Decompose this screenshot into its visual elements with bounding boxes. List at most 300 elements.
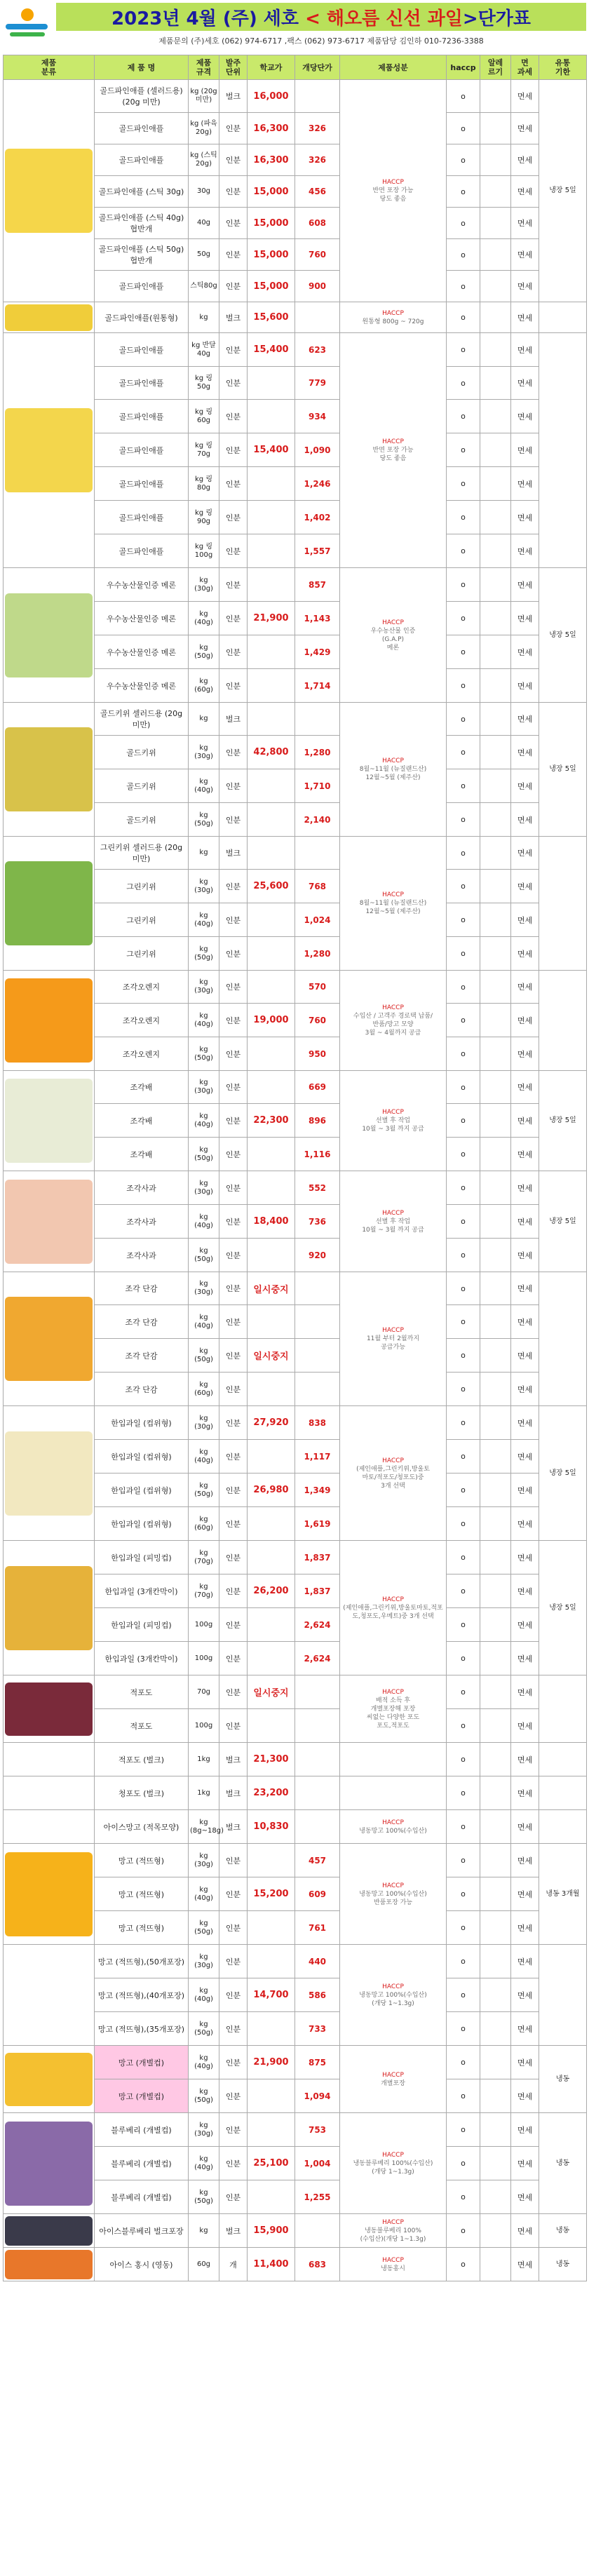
product-spec: 60g [189,2248,219,2281]
product-spec: kg 반달40g [189,333,219,367]
table-row [4,1810,587,1844]
school-price [248,1239,295,1272]
product-photo [5,2250,93,2279]
order-unit: 벌크 [219,1743,248,1776]
product-spec: kg 링 90g [189,501,219,534]
product-name: 골드파인애플 [95,433,189,467]
unit-price [295,1810,340,1844]
product-image [4,2046,95,2113]
product-name: 조각 단감 [95,1305,189,1339]
tax-type: 면세 [511,2012,539,2046]
school-price [248,2012,295,2046]
school-price [248,2180,295,2214]
haccp-mark: o [447,400,480,433]
unit-price: 457 [295,1844,340,1877]
tax-type: 면세 [511,870,539,903]
unit-price: 1,349 [295,1474,340,1507]
allergy-cell [480,1305,511,1339]
school-price: 일시중지 [248,1339,295,1373]
school-price [248,1440,295,1474]
info-text: 수입산 / 고객주 경로택 납품/ 반품/망고 모양 3월 ~ 4월까지 공급 [353,1013,433,1037]
tax-type: 면세 [511,467,539,501]
allergy-cell [480,2079,511,2113]
haccp-mark: o [447,433,480,467]
order-unit: 벌크 [219,302,248,333]
col-unit: 발주 단위 [219,55,248,80]
tax-type: 면세 [511,1474,539,1507]
info-text: 냉동망고 100%(수입산) 반품포장 가능 [359,1890,427,1906]
product-name: 적포도 (벌크) [95,1743,189,1776]
unit-price: 760 [295,239,340,271]
product-info [340,80,447,302]
unit-price: 669 [295,1071,340,1104]
shelf-life: 냉장 5일 [539,1406,587,1541]
order-unit: 인분 [219,568,248,602]
haccp-mark: o [447,271,480,302]
allergy-cell [480,1104,511,1138]
product-name: 우수농산물인증 메론 [95,635,189,669]
order-unit: 인분 [219,1642,248,1675]
haccp-note: HACCP [382,1209,404,1217]
unit-price: 1,402 [295,501,340,534]
allergy-cell [480,1004,511,1037]
allergy-cell [480,2180,511,2214]
tax-type: 면세 [511,703,539,736]
school-price [248,1071,295,1104]
product-spec: kg 링 50g [189,367,219,400]
tax-type: 면세 [511,1675,539,1709]
shelf-life [539,1272,587,1406]
haccp-mark: o [447,1877,480,1911]
info-text: 8월~11월 (뉴질랜드산) 12월~5월 (제주산) [359,766,427,781]
order-unit: 벌크 [219,2214,248,2248]
order-unit: 인분 [219,1272,248,1305]
product-info [340,837,447,971]
product-image [4,971,95,1071]
order-unit: 인분 [219,1978,248,2012]
product-name: 그린키위 [95,903,189,937]
product-spec: 50g [189,239,219,271]
haccp-mark: o [447,769,480,803]
product-spec: kg (30g) [189,568,219,602]
shelf-life [539,1675,587,1743]
product-name: 골드파인애플(원통형) [95,302,189,333]
info-text: 냉동망고 100%(수입산) (개당 1~1.3g) [359,1991,427,2007]
product-spec: kg (50g) [189,2079,219,2113]
unit-price: 1,710 [295,769,340,803]
haccp-mark: o [447,1239,480,1272]
product-spec: kg (50g) [189,1911,219,1945]
allergy-cell [480,2214,511,2248]
haccp-note: HACCP [382,179,404,186]
tax-type: 면세 [511,1642,539,1675]
school-price [248,971,295,1004]
unit-price: 1,004 [295,2147,340,2180]
allergy-cell [480,2147,511,2180]
table-row [4,971,587,1004]
product-spec: kg (60g) [189,669,219,703]
unit-price: 586 [295,1978,340,2012]
product-name: 골드파인애플 [95,333,189,367]
allergy-cell [480,602,511,635]
order-unit: 인분 [219,467,248,501]
tax-type: 면세 [511,1507,539,1541]
allergy-cell [480,1743,511,1776]
unit-price: 552 [295,1171,340,1205]
product-photo [5,1683,93,1736]
haccp-mark: o [447,1844,480,1877]
product-image [4,1945,95,2046]
school-price: 16,000 [248,80,295,113]
product-spec: kg 링 60g [189,400,219,433]
product-name: 골드파인애플 [95,367,189,400]
unit-price: 1,714 [295,669,340,703]
allergy-cell [480,769,511,803]
product-info [340,1071,447,1171]
haccp-mark: o [447,1574,480,1608]
allergy-cell [480,703,511,736]
product-image [4,837,95,971]
haccp-mark: o [447,176,480,208]
product-name: 조각 단감 [95,1373,189,1406]
order-unit: 인분 [219,870,248,903]
school-price: 15,900 [248,2214,295,2248]
shelf-life: 냉장 5일 [539,80,587,302]
school-price: 25,100 [248,2147,295,2180]
product-spec: kg (50g) [189,1037,219,1071]
product-spec: 100g [189,1709,219,1743]
col-name: 제 품 명 [95,55,189,80]
allergy-cell [480,803,511,837]
school-price: 일시중지 [248,1675,295,1709]
unit-price: 1,246 [295,467,340,501]
tax-type: 면세 [511,1440,539,1474]
haccp-note: HACCP [382,438,404,445]
unit-price: 2,624 [295,1642,340,1675]
product-info [340,1171,447,1272]
shelf-life: 냉장 5일 [539,1541,587,1675]
page-title: 2023년 4월 (주) 세호 < 해오름 신선 과일>단가표 [111,8,531,29]
school-price: 22,300 [248,1104,295,1138]
unit-price: 2,140 [295,803,340,837]
product-info [340,1675,447,1743]
unit-price: 1,090 [295,433,340,467]
haccp-mark: o [447,1305,480,1339]
allergy-cell [480,176,511,208]
unit-price: 753 [295,2113,340,2147]
order-unit: 인분 [219,1541,248,1574]
product-spec: kg (30g) [189,1406,219,1440]
allergy-cell [480,1339,511,1373]
product-name: 우수농산물인증 메론 [95,568,189,602]
product-spec: kg (40g) [189,1877,219,1911]
tax-type: 면세 [511,635,539,669]
tax-type: 면세 [511,1071,539,1104]
haccp-mark: o [447,2147,480,2180]
haccp-mark: o [447,1004,480,1037]
table-row [4,1743,587,1776]
col-price: 학교가 [248,55,295,80]
product-name: 블루베리 (개별컵) [95,2147,189,2180]
order-unit: 인분 [219,367,248,400]
tax-type: 면세 [511,1305,539,1339]
product-spec: kg [189,302,219,333]
product-name: 골드파인애플 (스틱 30g) [95,176,189,208]
unit-price [295,1743,340,1776]
allergy-cell [480,534,511,568]
table-row [4,2248,587,2281]
allergy-cell [480,635,511,669]
product-photo [5,978,93,1063]
product-photo [5,727,93,811]
product-name: 골드파인애플 [95,467,189,501]
tax-type: 면세 [511,1171,539,1205]
school-price: 25,600 [248,870,295,903]
haccp-mark: o [447,703,480,736]
haccp-mark: o [447,903,480,937]
allergy-cell [480,1440,511,1474]
school-price [248,903,295,937]
product-photo [5,1566,93,1650]
haccp-mark: o [447,208,480,239]
unit-price: 1,024 [295,903,340,937]
unit-price [295,80,340,113]
col-shelf: 유통 기한 [539,55,587,80]
order-unit: 인분 [219,1608,248,1642]
product-spec: kg (40g) [189,1978,219,2012]
product-image [4,2113,95,2214]
product-spec: 1kg [189,1743,219,1776]
haccp-mark: o [447,1474,480,1507]
haccp-mark: o [447,971,480,1004]
order-unit: 인분 [219,1339,248,1373]
info-text: 냉동블루베리 100% (수입산)(개당 1~1.3g) [360,2227,426,2243]
order-unit: 인분 [219,2046,248,2079]
school-price: 27,920 [248,1406,295,1440]
haccp-mark: o [447,1037,480,1071]
tax-type: 면세 [511,1911,539,1945]
haccp-mark: o [447,1440,480,1474]
tax-type: 면세 [511,302,539,333]
tax-type: 면세 [511,433,539,467]
product-name: 망고 (적뜨형),(40개포장) [95,1978,189,2012]
product-info [340,1844,447,1945]
contact-info: 제품문의 (주)세호 (062) 974-6717 ,팩스 (062) 973-6717 제품담당 김인하 010-7236-3388 [158,36,484,46]
table-row [4,80,587,113]
haccp-note: HACCP [382,2071,404,2079]
allergy-cell [480,208,511,239]
product-name: 한입과일 (컵위형) [95,1474,189,1507]
allergy-cell [480,1071,511,1104]
order-unit: 인분 [219,501,248,534]
haccp-mark: o [447,2079,480,2113]
unit-price [295,1709,340,1743]
school-price [248,400,295,433]
school-price [248,1305,295,1339]
order-unit: 인분 [219,635,248,669]
school-price [248,1642,295,1675]
unit-price: 934 [295,400,340,433]
order-unit: 인분 [219,1373,248,1406]
haccp-mark: o [447,1945,480,1978]
table-row [4,1272,587,1305]
unit-price: 1,116 [295,1138,340,1171]
haccp-note: HACCP [382,619,404,626]
tax-type: 면세 [511,1810,539,1844]
product-name: 조각사과 [95,1171,189,1205]
unit-price: 623 [295,333,340,367]
unit-price: 768 [295,870,340,903]
tax-type: 면세 [511,602,539,635]
unit-price [295,1776,340,1810]
haccp-mark: o [447,534,480,568]
product-image [4,2214,95,2248]
product-name: 블루베리 (개별컵) [95,2180,189,2214]
unit-price [295,1373,340,1406]
unit-price: 1,117 [295,1440,340,1474]
unit-price: 1,280 [295,937,340,971]
school-price [248,534,295,568]
tax-type: 면세 [511,2113,539,2147]
unit-price: 683 [295,2248,340,2281]
product-info [340,971,447,1071]
school-price [248,837,295,870]
product-name: 조각오렌지 [95,1004,189,1037]
product-name: 적포도 [95,1709,189,1743]
order-unit: 인분 [219,1844,248,1877]
school-price: 15,200 [248,1877,295,1911]
tax-type: 면세 [511,1844,539,1877]
col-unitprice: 개당단가 [295,55,340,80]
table-row [4,302,587,333]
unit-price: 609 [295,1877,340,1911]
haccp-mark: o [447,1709,480,1743]
tax-type: 면세 [511,1709,539,1743]
product-name: 아이스망고 (적목모양) [95,1810,189,1844]
haccp-mark: o [447,1104,480,1138]
allergy-cell [480,1911,511,1945]
tax-type: 면세 [511,1104,539,1138]
info-text: 냉동홍시 [381,2265,405,2272]
tax-type: 면세 [511,239,539,271]
table-header [4,55,587,80]
order-unit: 인분 [219,669,248,703]
school-price: 15,400 [248,333,295,367]
allergy-cell [480,1877,511,1911]
school-price: 16,300 [248,144,295,176]
unit-price: 1,143 [295,602,340,635]
unit-price [295,703,340,736]
haccp-mark: o [447,501,480,534]
school-price [248,1709,295,1743]
school-price: 10,830 [248,1810,295,1844]
product-info [340,2046,447,2113]
product-info [340,2214,447,2248]
price-table [3,55,587,2281]
product-image [4,333,95,568]
table-row [4,703,587,736]
product-name: 한입과일 (피밍컵) [95,1608,189,1642]
allergy-cell [480,1507,511,1541]
order-unit: 인분 [219,2147,248,2180]
tax-type: 면세 [511,736,539,769]
allergy-cell [480,144,511,176]
tax-type: 면세 [511,1776,539,1810]
product-spec: kg (30g) [189,1844,219,1877]
allergy-cell [480,1776,511,1810]
table-row [4,2214,587,2248]
unit-price [295,1272,340,1305]
product-spec: kg (50g) [189,1339,219,1373]
haccp-mark: o [447,1272,480,1305]
school-price: 15,000 [248,239,295,271]
product-name: 아이스 홍시 (영동) [95,2248,189,2281]
haccp-note: HACCP [382,1983,404,1990]
product-spec: kg (30g) [189,971,219,1004]
product-photo [5,593,93,677]
school-price: 21,300 [248,1743,295,1776]
product-spec: 40g [189,208,219,239]
table-row [4,1945,587,1978]
order-unit: 인분 [219,1709,248,1743]
product-photo [5,408,93,492]
haccp-note: HACCP [382,2151,404,2159]
school-price: 19,000 [248,1004,295,1037]
product-name: 골드키위 [95,769,189,803]
product-spec: kg (40g) [189,1004,219,1037]
product-name: 그린키위 [95,870,189,903]
allergy-cell [480,113,511,144]
product-spec: kg (50g) [189,1138,219,1171]
product-image [4,1743,95,1776]
product-info [340,1743,447,1776]
product-photo [5,2122,93,2206]
product-spec: 스틱80g [189,271,219,302]
product-spec: kg (30g) [189,1945,219,1978]
haccp-note: HACCP [382,1882,404,1889]
unit-price: 896 [295,1104,340,1138]
order-unit: 인분 [219,1945,248,1978]
order-unit: 인분 [219,803,248,837]
product-spec: kg (8g~18g) [189,1810,219,1844]
unit-price: 1,429 [295,635,340,669]
tax-type: 면세 [511,2180,539,2214]
haccp-note: HACCP [382,2256,404,2264]
haccp-mark: o [447,837,480,870]
shelf-life [539,1743,587,1776]
product-name: 그린키위 셀러드용 (20g 미만) [95,837,189,870]
tax-type: 면세 [511,1373,539,1406]
product-name: 골드파인애플 [95,501,189,534]
school-price [248,2079,295,2113]
haccp-mark: o [447,333,480,367]
tax-type: 면세 [511,837,539,870]
product-name: 조각사과 [95,1239,189,1272]
order-unit: 인분 [219,2012,248,2046]
allergy-cell [480,736,511,769]
product-image [4,1675,95,1743]
allergy-cell [480,271,511,302]
tax-type: 면세 [511,2079,539,2113]
school-price [248,1608,295,1642]
product-name: 한입과일 (컵위형) [95,1406,189,1440]
order-unit: 벌크 [219,837,248,870]
company-logo [3,4,50,46]
haccp-mark: o [447,1138,480,1171]
info-text: 우수농산물 인증 (G.A.P) 메론 [370,627,416,652]
tax-type: 면세 [511,2214,539,2248]
unit-price: 2,624 [295,1608,340,1642]
